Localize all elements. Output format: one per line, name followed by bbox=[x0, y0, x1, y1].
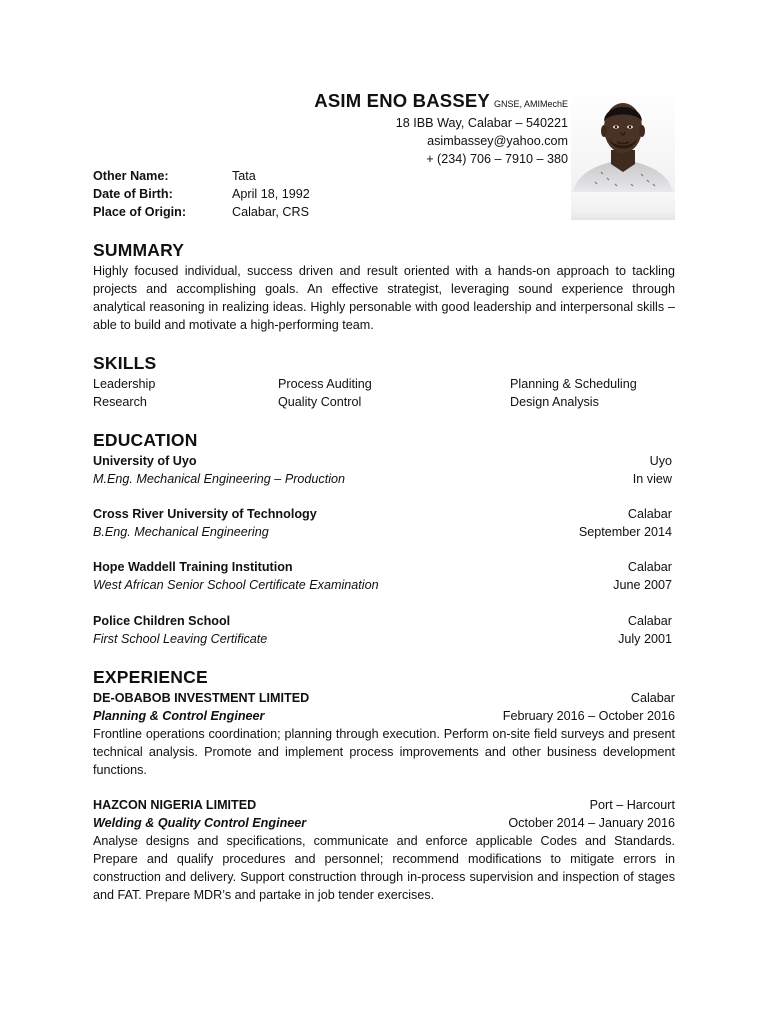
detail-value: April 18, 1992 bbox=[232, 187, 310, 201]
experience-heading: EXPERIENCE bbox=[93, 667, 208, 687]
school-location: Uyo bbox=[649, 454, 672, 468]
summary-heading: SUMMARY bbox=[93, 240, 185, 260]
school-name: Hope Waddell Training Institution bbox=[93, 560, 293, 574]
profile-photo bbox=[571, 88, 675, 220]
education-date: June 2007 bbox=[613, 578, 672, 592]
education-date: July 2001 bbox=[618, 632, 672, 646]
skills-row bbox=[93, 393, 675, 411]
detail-label: Date of Birth: bbox=[93, 187, 173, 201]
school-name: University of Uyo bbox=[93, 454, 197, 468]
education-entry bbox=[93, 452, 672, 488]
qualification: M.Eng. Mechanical Engineering – Production bbox=[93, 472, 346, 486]
credentials: GNSE, AMIMechE bbox=[493, 99, 568, 109]
email: asimbassey@yahoo.com bbox=[427, 134, 568, 148]
detail-row bbox=[93, 185, 310, 203]
qualification: West African Senior School Certificate Examination bbox=[93, 578, 379, 592]
skill-item: Quality Control bbox=[278, 395, 362, 409]
qualification: First School Leaving Certificate bbox=[93, 632, 268, 646]
skills-grid bbox=[93, 375, 675, 411]
job-title: Welding & Quality Control Engineer bbox=[93, 816, 307, 830]
education-heading: EDUCATION bbox=[93, 430, 198, 450]
company-name: DE-OBABOB INVESTMENT LIMITED bbox=[93, 691, 310, 705]
detail-value: Calabar, CRS bbox=[232, 205, 309, 219]
skill-item: Leadership bbox=[93, 377, 156, 391]
job-period: October 2014 – January 2016 bbox=[508, 816, 675, 830]
qualification: B.Eng. Mechanical Engineering bbox=[93, 525, 269, 539]
skills-heading: SKILLS bbox=[93, 353, 157, 373]
phone: + (234) 706 – 7910 – 380 bbox=[426, 152, 568, 166]
summary-text: Highly focused individual, success driven and result oriented with a hands-on approach to tackling projects and accomplishing goals. An effective strategist, leveraging sound experience through analytical reasoning in realizing ideas. Highly personable with good leadership and interpersonal skills – able to build and motivate a high-performing team. bbox=[93, 264, 675, 332]
school-location: Calabar bbox=[627, 614, 672, 628]
school-location: Calabar bbox=[627, 560, 672, 574]
school-location: Calabar bbox=[627, 507, 672, 521]
skill-item: Planning & Scheduling bbox=[510, 377, 637, 391]
personal-details bbox=[93, 167, 310, 221]
school-name: Cross River University of Technology bbox=[93, 507, 317, 521]
education-date: September 2014 bbox=[578, 525, 672, 539]
name-line bbox=[268, 88, 568, 114]
job-period: February 2016 – October 2016 bbox=[502, 709, 675, 723]
company-location: Port – Harcourt bbox=[589, 798, 675, 812]
education-date: In view bbox=[632, 472, 672, 486]
skill-item: Design Analysis bbox=[510, 395, 599, 409]
detail-label: Place of Origin: bbox=[93, 205, 187, 219]
detail-value: Tata bbox=[232, 169, 256, 183]
experience-entry bbox=[93, 689, 675, 779]
skill-item: Research bbox=[93, 395, 147, 409]
address: 18 IBB Way, Calabar – 540221 bbox=[395, 116, 568, 130]
job-title: Planning & Control Engineer bbox=[93, 709, 265, 723]
job-description: Analyse designs and specifications, communicate and enforce applicable Codes and Standards. Prepare and qualify procedures and personnel; recommend modifications to mitigate errors in construction and delivery. Support construction through in-process supervision and inspection of stages and FAT. Prepare MDR’s and partake in job tender exercises. bbox=[93, 834, 675, 902]
skill-item: Process Auditing bbox=[278, 377, 372, 391]
detail-row bbox=[93, 167, 310, 185]
detail-row bbox=[93, 203, 310, 221]
education-entry bbox=[93, 612, 672, 648]
candidate-name: ASIM ENO BASSEY bbox=[314, 90, 490, 111]
company-name: HAZCON NIGERIA LIMITED bbox=[93, 798, 257, 812]
school-name: Police Children School bbox=[93, 614, 231, 628]
job-description: Frontline operations coordination; planning through execution. Perform on-site field surveys and present technical analysis. Promote and implement process improvements and other business development functions. bbox=[93, 727, 675, 777]
resume-document bbox=[93, 0, 675, 1024]
detail-label: Other Name: bbox=[93, 169, 169, 183]
education-entry bbox=[93, 505, 672, 541]
experience-entry bbox=[93, 796, 675, 904]
education-entry bbox=[93, 558, 672, 594]
company-location: Calabar bbox=[630, 691, 675, 705]
skills-row bbox=[93, 375, 675, 393]
